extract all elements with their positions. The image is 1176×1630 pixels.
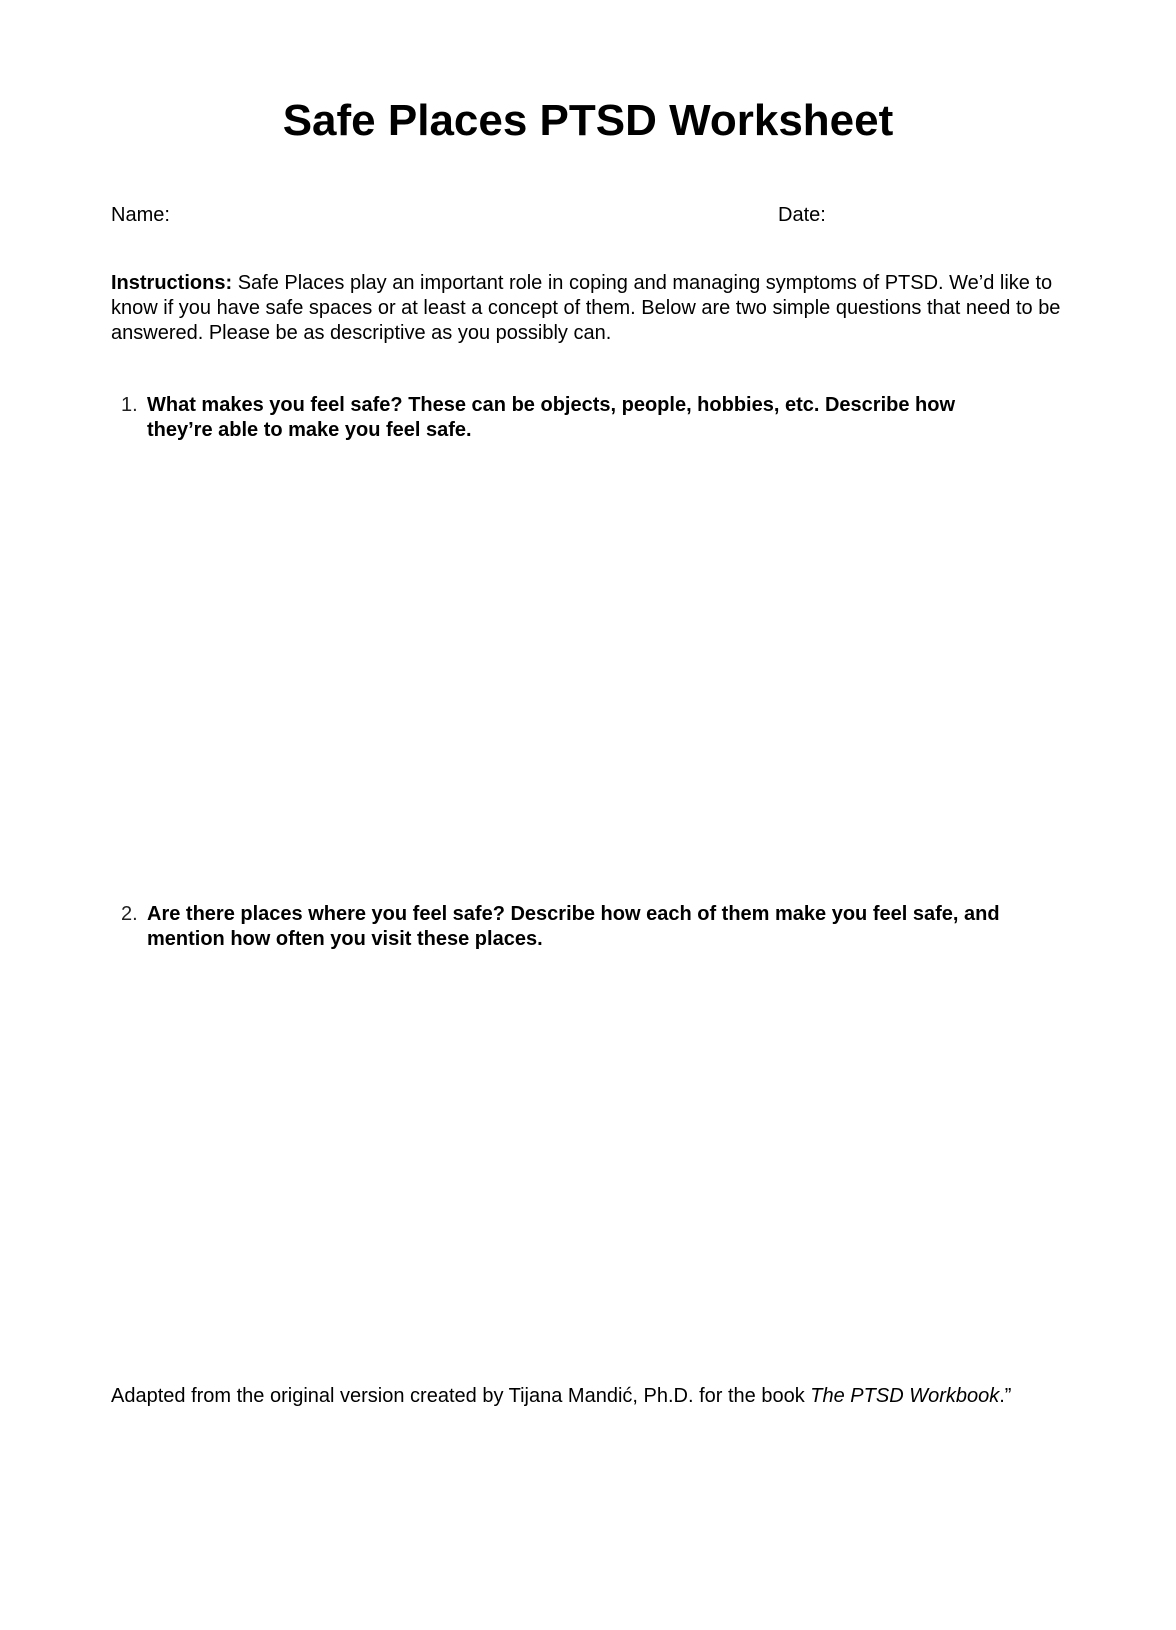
instructions	[111, 271, 1071, 346]
attribution-footer	[111, 1384, 1041, 1409]
book-title: The PTSD Workbook	[810, 1385, 1000, 1407]
date-field-label: Date:	[778, 204, 826, 226]
question-1	[121, 393, 1021, 443]
footer-text: Adapted from the original version created by Tijana Mandić, Ph.D. for the book	[111, 1385, 811, 1407]
question-number: 1.	[121, 394, 138, 416]
question-2	[121, 902, 1021, 952]
question-text: What makes you feel safe? These can be objects, people, hobbies, etc. Describe how they’re able to make you feel safe.	[147, 394, 956, 441]
footer-end: .”	[999, 1385, 1012, 1407]
instructions-label: Instructions:	[111, 272, 233, 294]
name-field-label: Name:	[111, 204, 170, 226]
question-number: 2.	[121, 903, 138, 925]
instructions-text: Safe Places play an important role in coping and managing symptoms of PTSD. We’d like to know if you have safe spaces or at least a concept of them. Below are two simple questions that need to be answered. Please be as descriptive as you possibly can.	[111, 272, 1061, 344]
question-text: Are there places where you feel safe? Describe how each of them make you feel safe, and mention how often you visit these places.	[147, 903, 1000, 950]
page-title: Safe Places PTSD Worksheet	[282, 96, 894, 145]
